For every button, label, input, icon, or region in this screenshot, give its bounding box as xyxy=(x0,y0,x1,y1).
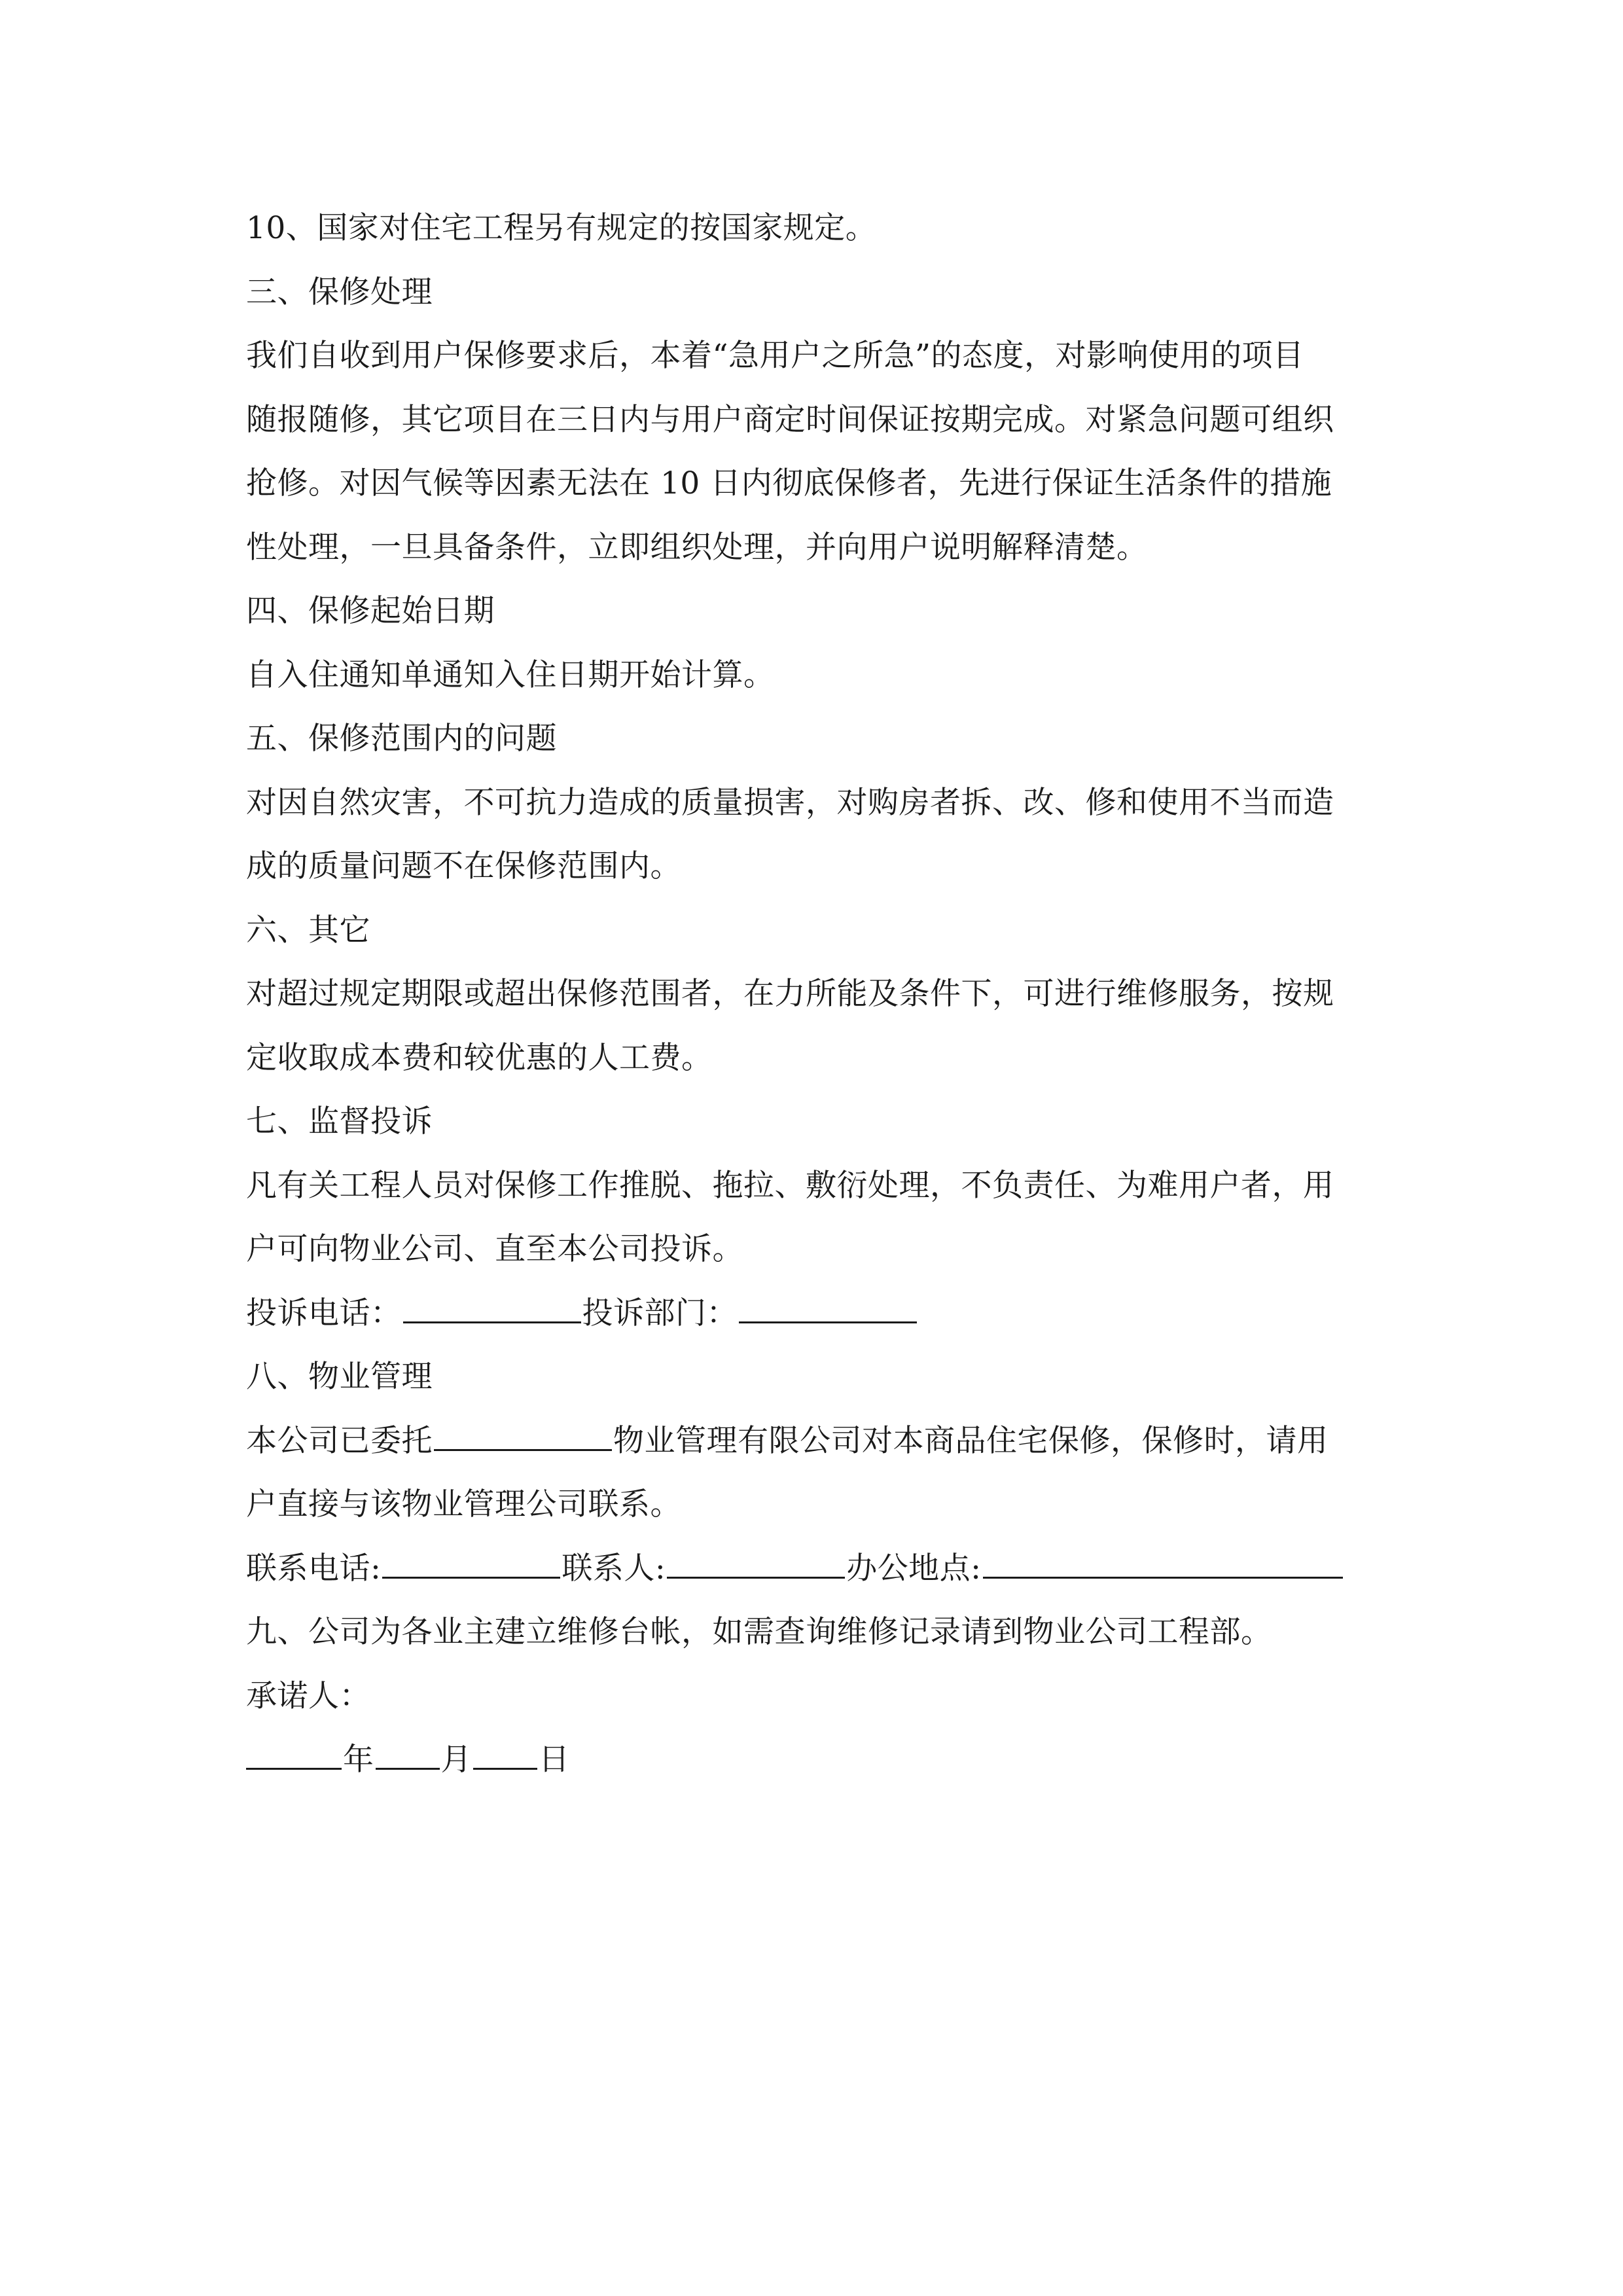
day-blank xyxy=(473,1731,537,1770)
section-heading-8: 八、物业管理 xyxy=(246,1359,433,1395)
month-blank xyxy=(376,1731,440,1770)
complaint-phone-label: 投诉电话： xyxy=(246,1295,402,1331)
paragraph-line: 我们自收到用户保修要求后，本着“急用户之所急”的态度，对影响使用的项目 xyxy=(246,338,1304,374)
year-label: 年 xyxy=(343,1742,374,1778)
complaint-line xyxy=(246,1282,1378,1346)
paragraph-line: 定收取成本费和较优惠的人工费。 xyxy=(246,1039,713,1076)
property-company-blank xyxy=(434,1412,612,1451)
section-heading-4: 四、保修起始日期 xyxy=(246,593,495,629)
month-label: 月 xyxy=(440,1742,472,1778)
clause-10: 10、国家对住宅工程另有规定的按国家规定。 xyxy=(246,210,877,246)
contact-phone-blank xyxy=(382,1540,560,1579)
office-blank xyxy=(983,1540,1343,1579)
paragraph-line: 户可向物业公司、直至本公司投诉。 xyxy=(246,1231,743,1267)
complaint-phone-blank xyxy=(403,1285,581,1323)
contact-phone-label: 联系电话: xyxy=(246,1550,382,1587)
paragraph-line: 性处理，一旦具备条件，立即组织处理，并向用户说明解释清楚。 xyxy=(246,529,1148,565)
complaint-dept-blank xyxy=(739,1285,917,1323)
section-heading-6: 六、其它 xyxy=(246,912,370,948)
paragraph-line: 自入住通知单通知入住日期开始计算。 xyxy=(246,656,775,693)
date-line xyxy=(246,1728,1378,1792)
paragraph-line: 对因自然灾害，不可抗力造成的质量损害，对购房者拆、改、修和使用不当而造 xyxy=(246,784,1334,821)
paragraph-line: 随报随修，其它项目在三日内与用户商定时间保证按期完成。对紧急问题可组织 xyxy=(246,401,1334,438)
promisor-label: 承诺人： xyxy=(246,1677,370,1714)
year-blank xyxy=(246,1731,342,1770)
contact-person-label: 联系人: xyxy=(562,1550,666,1587)
paragraph-line: 凡有关工程人员对保修工作推脱、拖拉、敷衍处理，不负责任、为难用户者，用 xyxy=(246,1167,1334,1204)
property-suffix: 物业管理有限公司对本商品住宅保修，保修时，请用 xyxy=(613,1422,1329,1459)
document-body xyxy=(246,196,1378,1792)
day-label: 日 xyxy=(539,1742,570,1778)
complaint-dept-label: 投诉部门： xyxy=(582,1295,738,1331)
paragraph-line: 对超过规定期限或超出保修范围者，在力所能及条件下，可进行维修服务，按规 xyxy=(246,976,1334,1012)
property-prefix: 本公司已委托 xyxy=(246,1422,433,1459)
section-heading-7: 七、监督投诉 xyxy=(246,1103,433,1139)
office-label: 办公地点: xyxy=(846,1550,982,1587)
contact-line xyxy=(246,1537,1378,1601)
paragraph-line: 成的质量问题不在保修范围内。 xyxy=(246,848,681,884)
section-heading-3: 三、保修处理 xyxy=(246,274,433,310)
paragraph-line: 户直接与该物业管理公司联系。 xyxy=(246,1486,681,1522)
paragraph-line: 抢修。对因气候等因素无法在 10 日内彻底保修者，先进行保证生活条件的措施 xyxy=(246,465,1332,501)
section-heading-9: 九、公司为各业主建立维修台帐，如需查询维修记录请到物业公司工程部。 xyxy=(246,1614,1272,1650)
section-heading-5: 五、保修范围内的问题 xyxy=(246,721,557,757)
contact-person-blank xyxy=(667,1540,845,1579)
property-line xyxy=(246,1409,1378,1473)
